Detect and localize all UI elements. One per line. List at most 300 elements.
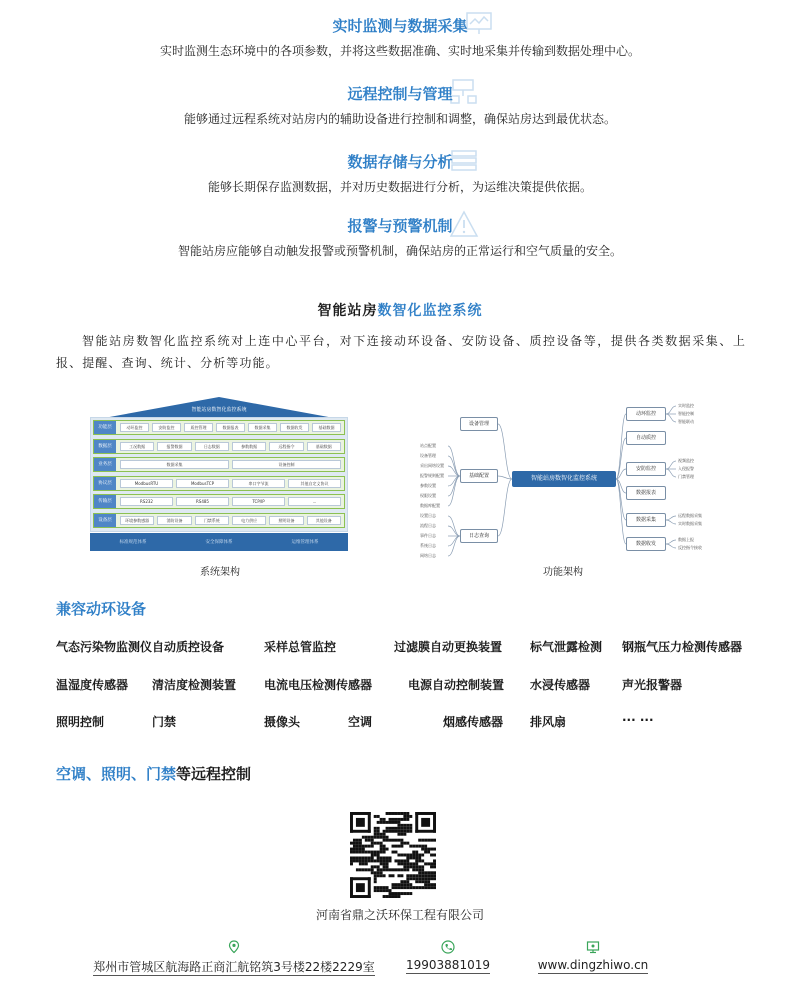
- function-map-leaf: 智能控制: [678, 411, 694, 416]
- qr-module: [371, 871, 374, 874]
- qr-module: [377, 865, 380, 868]
- qr-module: [368, 868, 371, 871]
- function-map-connector: [666, 414, 676, 422]
- qr-module: [397, 830, 400, 833]
- location-icon: [227, 940, 241, 954]
- qr-module: [377, 851, 380, 854]
- qr-module: [389, 830, 392, 833]
- qr-module: [397, 895, 400, 898]
- qr-module: [406, 874, 409, 877]
- contact-website[interactable]: [530, 940, 656, 972]
- device-item: 排风扇: [530, 715, 567, 729]
- qr-module: [383, 821, 386, 824]
- qr-module: [383, 886, 386, 889]
- function-map-connector: [498, 424, 512, 479]
- qr-module: [406, 865, 409, 868]
- qr-module: [403, 827, 406, 830]
- qr-module: [380, 862, 383, 865]
- qr-module: [386, 848, 389, 851]
- qr-finder: [415, 830, 436, 833]
- qr-module: [392, 839, 395, 842]
- function-map-connector: [666, 406, 676, 414]
- qr-module: [383, 868, 386, 871]
- function-map-connector: [448, 536, 460, 556]
- qr-module: [383, 839, 386, 842]
- function-caption: 功能架构: [543, 567, 583, 578]
- qr-module: [356, 848, 359, 851]
- qr-module: [424, 886, 427, 889]
- qr-module: [368, 839, 371, 842]
- qr-module: [397, 827, 400, 830]
- function-map-leaf: 报警规则配置: [420, 473, 444, 478]
- qr-module: [421, 871, 424, 874]
- qr-module: [418, 880, 421, 883]
- qr-module: [433, 871, 436, 874]
- qr-module: [412, 865, 415, 868]
- contact-address: [90, 940, 378, 975]
- qr-module: [386, 868, 389, 871]
- qr-module: [371, 839, 374, 842]
- qr-module: [406, 877, 409, 880]
- qr-module: [403, 859, 406, 862]
- qr-module: [380, 818, 383, 821]
- architecture-layer: [93, 513, 345, 528]
- function-map-node: 数据采集: [626, 513, 666, 527]
- qr-module: [427, 862, 430, 865]
- architecture-layer: [93, 439, 345, 454]
- company-name: 河南省鼎之沃环保工程有限公司: [315, 908, 484, 922]
- qr-module: [362, 859, 365, 862]
- qr-module: [362, 845, 365, 848]
- qr-module: [400, 827, 403, 830]
- qr-module: [389, 812, 392, 815]
- qr-module: [394, 845, 397, 848]
- qr-module: [368, 851, 371, 854]
- qr-module: [433, 854, 436, 857]
- qr-finder: [421, 818, 430, 827]
- qr-module: [412, 886, 415, 889]
- qr-module: [433, 874, 436, 877]
- device-item: 标气泄露检测: [530, 640, 603, 654]
- qr-module: [371, 845, 374, 848]
- function-map-connector: [498, 479, 512, 536]
- qr-module: [377, 854, 380, 857]
- qr-module: [389, 856, 392, 859]
- qr-module: [394, 830, 397, 833]
- qr-module: [415, 854, 418, 857]
- qr-module: [365, 839, 368, 842]
- qr-module: [374, 842, 377, 845]
- architecture-cell: 电力供应: [232, 516, 266, 525]
- qr-module: [394, 859, 397, 862]
- website-icon: [586, 940, 600, 954]
- qr-module: [380, 845, 383, 848]
- architecture-cell: TCP/IP: [232, 497, 285, 506]
- qr-module: [427, 848, 430, 851]
- qr-module: [403, 812, 406, 815]
- architecture-layer-cells: [120, 460, 341, 469]
- qr-module: [406, 880, 409, 883]
- device-item: 摄像头: [264, 715, 301, 729]
- qr-module: [380, 874, 383, 877]
- feature-desc: 能够通过远程系统对站房内的辅助设备进行控制和调整，确保站房达到最优状态。: [183, 112, 616, 126]
- qr-module: [397, 818, 400, 821]
- qr-module: [400, 845, 403, 848]
- qr-module: [392, 868, 395, 871]
- qr-module: [359, 868, 362, 871]
- qr-module: [412, 874, 415, 877]
- device-item: 水浸传感器: [530, 678, 591, 692]
- qr-module: [389, 818, 392, 821]
- qr-module: [400, 839, 403, 842]
- qr-module: [430, 865, 433, 868]
- qr-module: [409, 865, 412, 868]
- qr-module: [409, 854, 412, 857]
- qr-module: [406, 883, 409, 886]
- qr-module: [374, 815, 377, 818]
- qr-module: [415, 886, 418, 889]
- qr-module: [406, 886, 409, 889]
- device-item: 钢瓶气压力检测传感器: [622, 640, 743, 654]
- qr-module: [409, 892, 412, 895]
- qr-module: [392, 886, 395, 889]
- qr-finder: [368, 812, 371, 833]
- qr-module: [430, 862, 433, 865]
- qr-module: [377, 889, 380, 892]
- qr-module: [406, 815, 409, 818]
- function-map-leaf: 设置日志: [420, 513, 436, 518]
- qr-module: [409, 877, 412, 880]
- qr-module: [377, 842, 380, 845]
- qr-module: [394, 839, 397, 842]
- qr-module: [389, 889, 392, 892]
- architecture-cell: 数据采集: [120, 460, 229, 469]
- function-map-connector: [448, 516, 460, 536]
- qr-module: [409, 874, 412, 877]
- architecture-layer-name: 业务层: [94, 458, 116, 471]
- device-item: 声光报警器: [622, 678, 683, 692]
- network-icon: [449, 78, 479, 106]
- qr-module: [394, 868, 397, 871]
- qr-module: [430, 886, 433, 889]
- qr-module: [433, 859, 436, 862]
- architecture-cell: 消防设备: [157, 516, 191, 525]
- system-title: 智能站房数智化监控系统: [317, 303, 483, 319]
- architecture-layer-cells: [120, 497, 341, 506]
- qr-module: [406, 892, 409, 895]
- function-map-connector: [448, 476, 460, 496]
- qr-module: [359, 842, 362, 845]
- device-item: 气态污染物监测仪自动质控设备: [56, 640, 225, 654]
- qr-module: [359, 862, 362, 865]
- qr-module: [380, 886, 383, 889]
- qr-module: [386, 856, 389, 859]
- architecture-cell: 基础数据: [312, 423, 341, 432]
- qr-module: [418, 854, 421, 857]
- qr-module: [383, 874, 386, 877]
- qr-module: [400, 812, 403, 815]
- qr-module: [397, 839, 400, 842]
- feature-title: 报警与预警机制: [347, 216, 452, 236]
- qr-module: [380, 833, 383, 836]
- architecture-base-item: 安全保障体系: [205, 540, 233, 545]
- architecture-layer: [93, 420, 345, 435]
- architecture-cell: 照明设备: [269, 516, 303, 525]
- qr-module: [412, 868, 415, 871]
- qr-module: [389, 839, 392, 842]
- qr-module: [406, 862, 409, 865]
- qr-module: [394, 827, 397, 830]
- function-map-leaf: 实时数据采集: [678, 521, 702, 526]
- qr-module: [424, 880, 427, 883]
- architecture-caption: 系统架构: [200, 567, 240, 578]
- qr-module: [356, 842, 359, 845]
- qr-finder: [350, 830, 371, 833]
- qr-module: [418, 886, 421, 889]
- qr-module: [386, 886, 389, 889]
- function-map-connector: [448, 526, 460, 536]
- qr-module: [350, 842, 353, 845]
- qr-module: [403, 868, 406, 871]
- qr-module: [406, 824, 409, 827]
- architecture-cell: 质控管理: [184, 423, 213, 432]
- qr-module: [433, 848, 436, 851]
- qr-module: [424, 883, 427, 886]
- qr-module: [392, 845, 395, 848]
- qr-module: [380, 871, 383, 874]
- qr-module: [374, 851, 377, 854]
- database-icon: [449, 146, 479, 174]
- qr-module: [394, 812, 397, 815]
- function-map-leaf: 智能联动: [678, 419, 694, 424]
- qr-module: [403, 865, 406, 868]
- qr-module: [386, 839, 389, 842]
- qr-module: [409, 883, 412, 886]
- qr-module: [353, 856, 356, 859]
- architecture-cell: 动环监控: [120, 423, 149, 432]
- qr-module: [389, 895, 392, 898]
- qr-module: [389, 859, 392, 862]
- function-map-node: 安防监控: [626, 462, 666, 476]
- qr-module: [433, 862, 436, 865]
- architecture-cell: 数据收发: [280, 423, 309, 432]
- architecture-cell: 远程指令: [269, 442, 303, 451]
- device-item: 空调: [348, 715, 373, 729]
- architecture-cell: 日志数据: [195, 442, 229, 451]
- qr-module: [359, 839, 362, 842]
- qr-module: [427, 851, 430, 854]
- qr-module: [362, 856, 365, 859]
- architecture-cell: 数据采集: [248, 423, 277, 432]
- qr-finder: [356, 883, 365, 892]
- function-map-connector: [666, 544, 676, 548]
- qr-module: [400, 892, 403, 895]
- qr-module: [406, 868, 409, 871]
- qr-module: [392, 883, 395, 886]
- qr-module: [412, 862, 415, 865]
- qr-module: [403, 883, 406, 886]
- architecture-base-item: 标准规范体系: [119, 540, 147, 545]
- qr-module: [424, 871, 427, 874]
- qr-module: [409, 827, 412, 830]
- qr-module: [421, 865, 424, 868]
- qr-module: [371, 851, 374, 854]
- qr-module: [377, 874, 380, 877]
- qr-module: [362, 862, 365, 865]
- qr-module: [380, 868, 383, 871]
- function-architecture-map: [420, 396, 712, 558]
- qr-finder: [350, 812, 371, 815]
- architecture-cell: 工况数据: [120, 442, 154, 451]
- qr-module: [421, 839, 424, 842]
- qr-module: [400, 880, 403, 883]
- qr-module: [400, 883, 403, 886]
- feature-title: 远程控制与管理: [347, 84, 452, 104]
- qr-module: [359, 856, 362, 859]
- qr-module: [412, 877, 415, 880]
- qr-finder: [350, 895, 371, 898]
- device-item: 照明控制: [56, 715, 105, 729]
- function-map-leaf: 入侵报警: [678, 466, 694, 471]
- feature-remote-control: [0, 84, 800, 128]
- qr-module: [383, 895, 386, 898]
- qr-module: [368, 859, 371, 862]
- function-map-connector: [616, 479, 626, 544]
- qr-module: [377, 871, 380, 874]
- qr-module: [374, 830, 377, 833]
- device-item: 电流电压检测传感器: [264, 678, 373, 692]
- qr-module: [421, 874, 424, 877]
- qr-module: [353, 839, 356, 842]
- function-map-leaf: 数据库配置: [420, 503, 440, 508]
- qr-module: [415, 868, 418, 871]
- function-map-leaf: 设备管理: [420, 453, 436, 458]
- qr-module: [377, 833, 380, 836]
- qr-module: [392, 818, 395, 821]
- qr-module: [389, 874, 392, 877]
- qr-code[interactable]: [350, 812, 436, 898]
- qr-finder: [350, 877, 371, 880]
- qr-module: [427, 877, 430, 880]
- qr-module: [383, 851, 386, 854]
- architecture-cell: 报警数据: [157, 442, 191, 451]
- qr-module: [418, 871, 421, 874]
- function-map-leaf: 门禁管理: [678, 474, 694, 479]
- architecture-cell: ...: [288, 497, 341, 506]
- function-map-leaf: 采出网络设置: [420, 463, 444, 468]
- device-item: 门禁: [152, 715, 177, 729]
- architecture-layer-cells: [120, 442, 341, 451]
- qr-module: [397, 824, 400, 827]
- qr-module: [383, 836, 386, 839]
- qr-module: [392, 874, 395, 877]
- qr-module: [365, 859, 368, 862]
- system-description: 智能站房数智化监控系统对上连中心平台，对下连接动环设备、安防设备、质控设备等，提供各类数据采集、上报、提醒、查询、统计、分析等功能。: [56, 334, 746, 370]
- function-map-node: 基础配置: [460, 469, 498, 483]
- qr-module: [377, 886, 380, 889]
- function-map-node: 日志查询: [460, 529, 498, 543]
- qr-module: [418, 865, 421, 868]
- qr-module: [397, 886, 400, 889]
- qr-module: [371, 842, 374, 845]
- qr-module: [424, 845, 427, 848]
- qr-module: [374, 836, 377, 839]
- qr-module: [383, 859, 386, 862]
- qr-module: [362, 868, 365, 871]
- qr-module: [362, 836, 365, 839]
- qr-module: [397, 821, 400, 824]
- qr-module: [365, 868, 368, 871]
- qr-module: [424, 877, 427, 880]
- qr-module: [406, 827, 409, 830]
- qr-module: [430, 883, 433, 886]
- architecture-cell: RS485: [176, 497, 229, 506]
- device-item: 采样总管监控: [264, 640, 337, 654]
- architecture-cell: RS232: [120, 497, 173, 506]
- qr-module: [374, 833, 377, 836]
- function-map-leaf: 权限设置: [420, 493, 436, 498]
- function-map-leaf: 实时监控: [678, 403, 694, 408]
- qr-module: [415, 856, 418, 859]
- function-map-node: 自动质控: [626, 431, 666, 445]
- architecture-base: [90, 533, 348, 551]
- qr-module: [380, 821, 383, 824]
- qr-module: [418, 845, 421, 848]
- qr-module: [430, 874, 433, 877]
- device-item: 温湿度传感器: [56, 678, 129, 692]
- contact-phone[interactable]: [400, 940, 496, 972]
- qr-module: [421, 877, 424, 880]
- qr-module: [392, 827, 395, 830]
- qr-module: [418, 839, 421, 842]
- qr-module: [368, 856, 371, 859]
- qr-module: [383, 865, 386, 868]
- qr-module: [374, 854, 377, 857]
- architecture-layer-name: 功能层: [94, 421, 116, 434]
- function-map-center: 智能站房数智化监控系统: [512, 471, 616, 487]
- qr-module: [427, 880, 430, 883]
- function-map-connector: [666, 461, 676, 469]
- qr-module: [433, 886, 436, 889]
- qr-module: [383, 862, 386, 865]
- qr-module: [397, 883, 400, 886]
- architecture-layer: [93, 494, 345, 509]
- qr-module: [353, 859, 356, 862]
- qr-module: [386, 862, 389, 865]
- qr-module: [374, 880, 377, 883]
- qr-module: [415, 862, 418, 865]
- qr-module: [377, 856, 380, 859]
- qr-module: [386, 836, 389, 839]
- qr-module: [412, 854, 415, 857]
- function-map-leaf: 事件日志: [420, 533, 436, 538]
- qr-module: [386, 889, 389, 892]
- qr-module: [418, 868, 421, 871]
- function-map-connector: [666, 469, 676, 477]
- device-item: ··· ···: [622, 713, 654, 727]
- qr-module: [356, 845, 359, 848]
- qr-finder: [415, 812, 436, 815]
- qr-module: [386, 821, 389, 824]
- qr-module: [400, 886, 403, 889]
- qr-module: [389, 892, 392, 895]
- architecture-layer-name: 传输层: [94, 495, 116, 508]
- qr-module: [400, 859, 403, 862]
- qr-module: [415, 859, 418, 862]
- qr-module: [386, 895, 389, 898]
- qr-module: [424, 851, 427, 854]
- architecture-layer-name: 数据层: [94, 440, 116, 453]
